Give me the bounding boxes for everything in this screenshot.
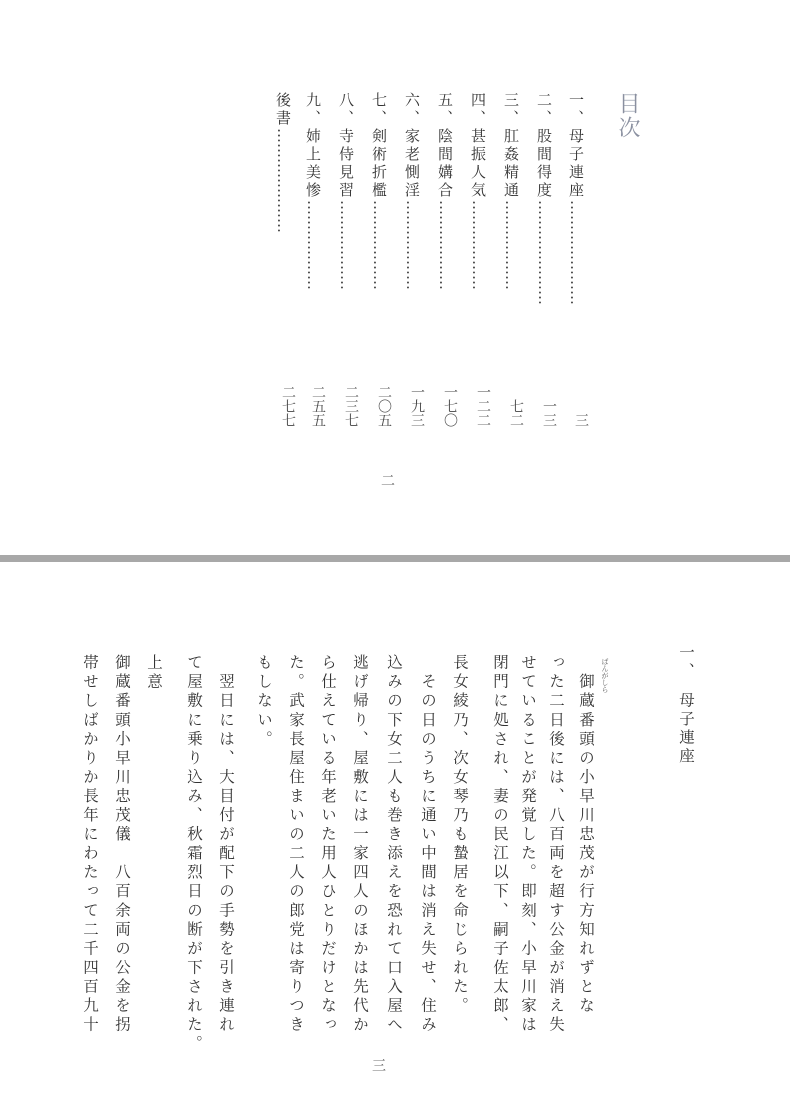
ruby-annotation: ばんがしら [601,658,609,693]
toc-page-number: 一二二 [475,385,491,427]
toc-entry[interactable]: 三、肛姦精通……………… [502,92,520,290]
text-column: 逃げ帰り、屋敷には一家四人のほかは先代か [351,654,369,1035]
text-column: 御蔵番頭の小早川忠茂が行方知れずとな [577,654,595,1016]
toc-entry[interactable]: 一、母子連座………………… [567,92,585,305]
text-column: て屋敷に乗り込み、秋霜烈日の断が下された。 [185,654,203,1055]
text-column: 翌日には、大目付が配下の手勢を引き連れ [217,654,235,1035]
text-column: 帯せしばかりか長年にわたって二千四百九十 [81,654,99,1035]
toc-entry[interactable]: 後書………………… [274,92,292,233]
text-column: 上意 [145,654,163,693]
toc-page-number: 七二 [508,399,524,427]
toc-title: 目次 [615,92,640,140]
text-column: た。武家長屋住まいの二人の郎党は寄りつき [287,654,305,1035]
text-column: 御蔵番頭小早川忠茂儀 八百余両の公金を拐 [113,654,131,1035]
body-page [0,562,790,1100]
toc-entry[interactable]: 八、寺侍見習……………… [337,92,355,290]
toc-entry[interactable]: 六、家老惻淫……………… [403,92,421,290]
toc-entry[interactable]: 二、股間得度………………… [535,92,553,305]
toc-entry[interactable]: 九、姉上美惨……………… [304,92,322,290]
toc-entry[interactable]: 四、甚振人気……………… [469,92,487,290]
text-column: せていることが発覚した。即刻、小早川家は [519,654,537,1035]
toc-page-number: 二七七 [280,385,296,427]
toc-page-number: 一三 [541,399,557,427]
toc-page-number: 一七〇 [442,385,458,427]
page-folio: 二 [379,473,395,487]
chapter-title: 一、 母子連座 [677,644,695,766]
toc-page-number: 二五五 [310,385,326,427]
page-separator [0,555,790,562]
toc-page-number: 三 [573,413,589,427]
toc-page-number: 一九三 [409,385,425,427]
text-column: その日のうちに通い中間は消え失せ、住み [419,654,437,1035]
text-column: った二日後には、八百両を超す公金が消え失 [547,654,565,1035]
page-folio: 三 [370,1058,386,1072]
text-column: 込みの下女二人も巻き添えを恐れて口入屋へ [385,654,403,1035]
toc-entry[interactable]: 七、剣術折檻……………… [370,92,388,290]
toc-entry[interactable]: 五、陰間媾合……………… [436,92,454,290]
text-column: もしない。 [255,654,273,750]
text-column: ら仕えている年老いた用人ひとりだけとなっ [319,654,337,1035]
toc-page-number: 二〇五 [376,385,392,427]
text-column: 閉門に処され、妻の民江以下、嗣子佐太郎、 [491,654,509,1035]
text-column: 長女綾乃、次女琴乃も蟄居を命じられた。 [451,654,469,1016]
toc-page-number: 二三七 [343,385,359,427]
